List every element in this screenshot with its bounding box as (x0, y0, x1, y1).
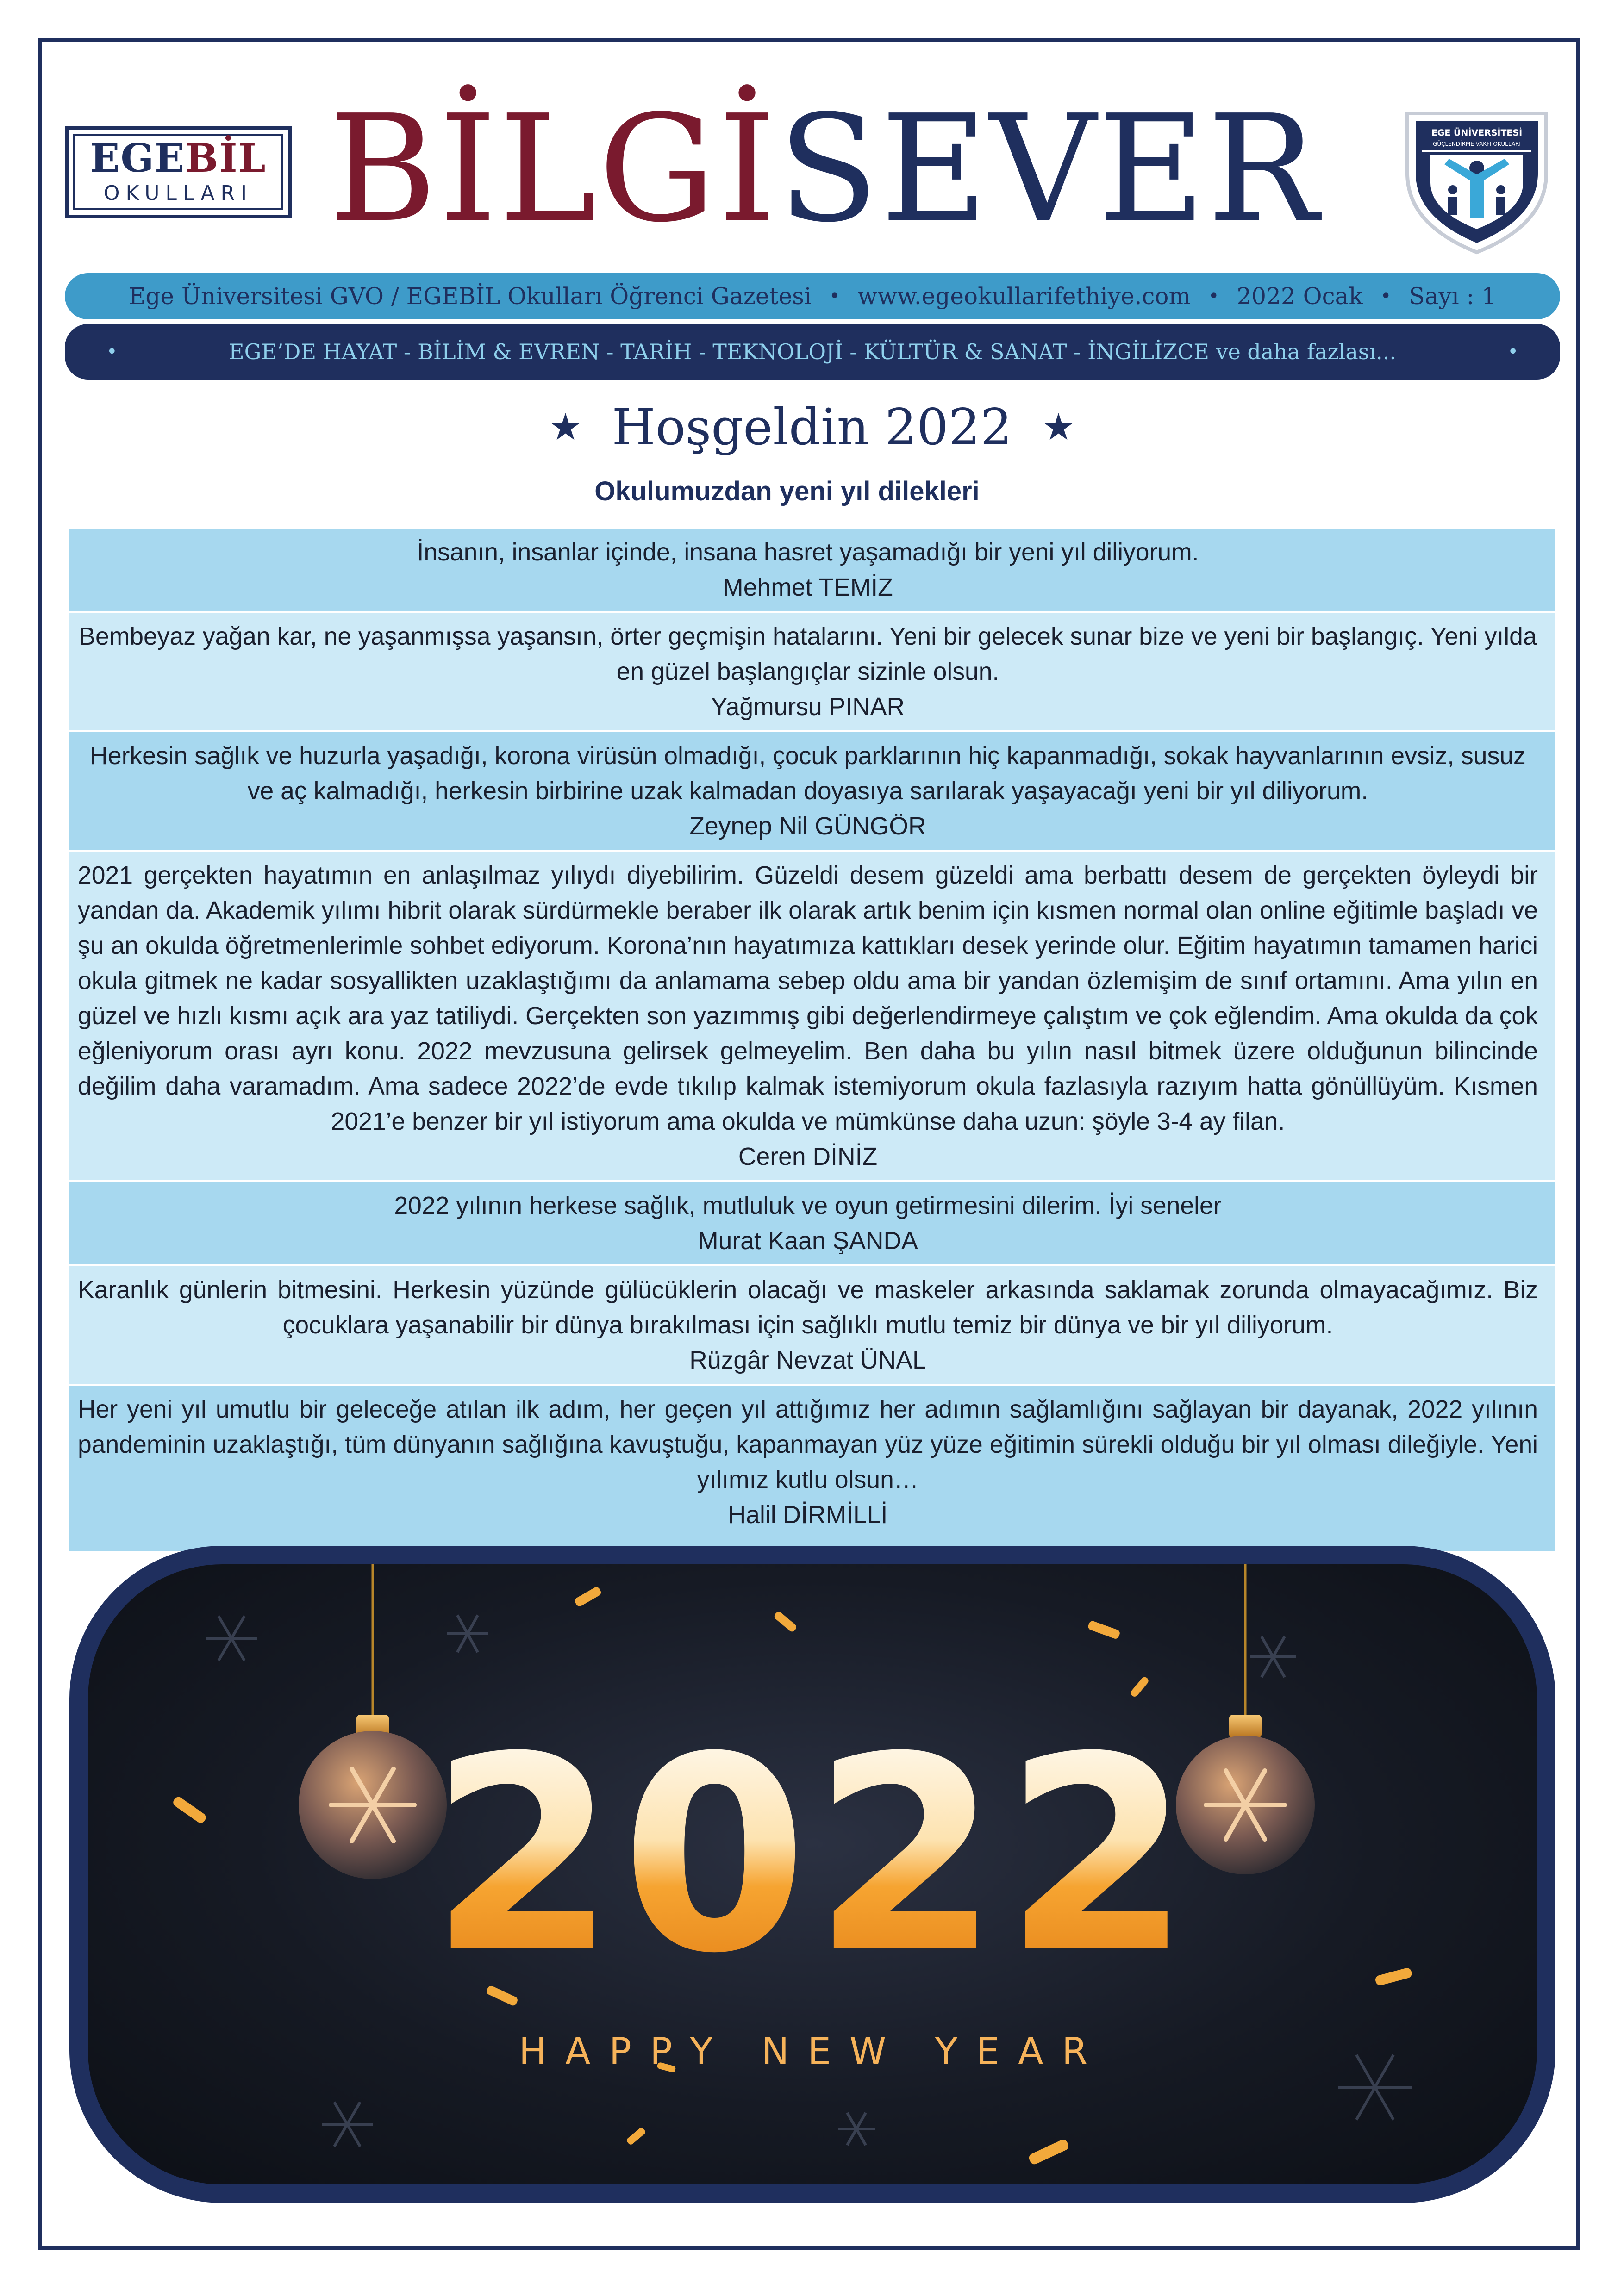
wish-text: 2021 gerçekten hayatımın en anlaşılmaz yılıydı diyebilirim. Güzeldi desem güzeldi ama berbattı desem de gerçekten öyleydi bir yandan da. Akademik yılımı hibrit olarak sürdürmekle beraber ilk olarak artık benim için kısmen normal olan online eğitimle başladı ve şu an okulda öğretmenlerimle sohbet ediyorum. Korona’nın hayatımıza kattıkları desek yerinde olur. Eğitim hayatımın tamamen harici okula gitmek ne kadar sosyallikten uzaklaştığımı da anlamama sebep oldu ama bir yandan özlemişim de sınıf ortamını. Ama yılın en güzel ve hızlı kısmı açık ara yaz tatiliydi. Gerçekten son yazımmış gibi değerlendirmeye çalıştım ve çok eğlendim. Ama okulda da çok eğleniyorum orası ayrı konu. 2022 mevzusuna gelirsek gelmeyelim. Ben daha bu yılın nasıl bitmek üzere olduğunun bilincinde değilim daha varamadım. Ama sadece 2022’de evde tıkılıp kalmak istemiyorum okula fazlasıyla razıyım hatta gönüllüyüm. Kısmen 2021’e benzer bir yıl istiyorum ama okulda ve mümkünse daha uzun: şöyle 3-4 ay filan. (78, 862, 1538, 1135)
crest-text-line2: GÜÇLENDİRME VAKFI OKULLARI (1433, 141, 1521, 147)
website-link[interactable]: www.egeokullarifethiye.com (857, 283, 1191, 310)
publication-name: Ege Üniversitesi GVO / EGEBİL Okulları Öğrenci Gazetesi (128, 283, 812, 310)
wishes-box (69, 529, 1555, 1529)
egebil-logo (65, 126, 292, 218)
wish-item (69, 529, 1555, 613)
wish-text: Herkesin sağlık ve huzurla yaşadığı, korona virüsün olmadığı, çocuk parklarının hiç kapanmadığı, sokak hayvanlarının evsiz, susuz ve aç kalmadığı, herkesin birbirine uzak kalmadan doyasıya sarılarak yaşayacağı yeni bir yıl diliyorum. (90, 742, 1526, 805)
wish-item (69, 732, 1555, 852)
headline-title: Hoşgeldin 2022 (612, 398, 1012, 456)
star-icon: ★ (549, 405, 582, 448)
new-year-banner (69, 1546, 1555, 2203)
wish-author: Murat Kaan ŞANDA (698, 1227, 918, 1255)
wish-item (69, 1182, 1555, 1266)
bullet-right: • (1507, 341, 1518, 362)
wish-author: Yağmursu PINAR (711, 693, 905, 721)
title-part-sever: SEVER (778, 83, 1320, 255)
wish-text: Karanlık günlerin bitmesini. Herkesin yüzünde gülücüklerin olacağı ve maskeler arkasında saklamak zorunda olmayacağımız. Biz çocuklara yaşanabilir bir dünya bırakılması için sağlıklı mutlu temiz bir dünya ve bir yıl diliyorum. (78, 1276, 1538, 1339)
wish-text: İnsanın, insanlar içinde, insana hasret yaşamadığı bir yeni yıl diliyorum. (417, 539, 1199, 566)
wish-item (69, 1386, 1555, 1551)
egebil-logo-brand: EGEBİL (90, 135, 267, 181)
wish-author: Ceren DİNİZ (738, 1143, 878, 1170)
year-2022-text: 2022 (429, 1699, 1196, 2012)
subheadline: Okulumuzdan yeni yıl dilekleri (594, 476, 980, 506)
headline (0, 397, 1624, 458)
wish-author: Zeynep Nil GÜNGÖR (689, 813, 926, 840)
wish-item (69, 1266, 1555, 1386)
egebil-logo-subtitle: OKULLARI (103, 181, 253, 205)
separator-bullet: • (1380, 286, 1392, 307)
banner-image (88, 1564, 1537, 2184)
topics-bar (65, 324, 1560, 380)
star-icon: ★ (1042, 405, 1075, 448)
happy-new-year-text: HAPPY NEW YEAR (518, 2030, 1106, 2073)
wish-item (69, 613, 1555, 732)
separator-bullet: • (1208, 286, 1219, 307)
title-part-bilgi: BİLGİ (329, 83, 778, 255)
bullet-left: • (106, 341, 118, 362)
newspaper-title (329, 83, 1324, 255)
wish-author: Halil DİRMİLLİ (728, 1501, 888, 1529)
wish-text: Bembeyaz yağan kar, ne yaşanmışsa yaşansın, örter geçmişin hatalarını. Yeni bir gelecek sunar bize ve yeni bir başlangıç. Yeni yılda en güzel başlangıçlar sizinle olsun. (79, 623, 1537, 685)
banner-illustration (88, 1564, 1537, 2184)
wish-text: Her yeni yıl umutlu bir geleceğe atılan ilk adım, her geçen yıl attığımız her adımın sağlamlığını sağlayan bir dayanak, 2022 yılının pandeminin uzaklaştığı, tüm dünyanın sağlığına kavuştuğu, kapanmayan yüz yüze eğitimin sürekli olduğu bir yıl olması dileğiyle. Yeni yılımız kutlu olsun… (78, 1396, 1538, 1493)
issue-date: 2022 Ocak (1237, 283, 1363, 310)
christmas-ornament-left (299, 1564, 447, 1879)
foundation-crest-logo (1393, 104, 1560, 257)
christmas-ornament-right (1176, 1564, 1315, 1874)
wish-text: 2022 yılının herkese sağlık, mutluluk ve oyun getirmesini dilerim. İyi seneler (394, 1192, 1222, 1220)
wish-author: Rüzgâr Nevzat ÜNAL (689, 1347, 926, 1374)
info-bar (65, 273, 1560, 319)
wish-author: Mehmet TEMİZ (723, 574, 893, 601)
wish-item (69, 852, 1555, 1182)
separator-bullet: • (829, 286, 840, 307)
crest-text-line1: EGE ÜNİVERSİTESİ (1431, 128, 1523, 138)
issue-number: Sayı : 1 (1409, 283, 1497, 310)
topics-list: EGE’DE HAYAT - BİLİM & EVREN - TARİH - TEKNOLOJİ - KÜLTÜR & SANAT - İNGİLİZCE ve daha fazlası... (229, 339, 1396, 364)
